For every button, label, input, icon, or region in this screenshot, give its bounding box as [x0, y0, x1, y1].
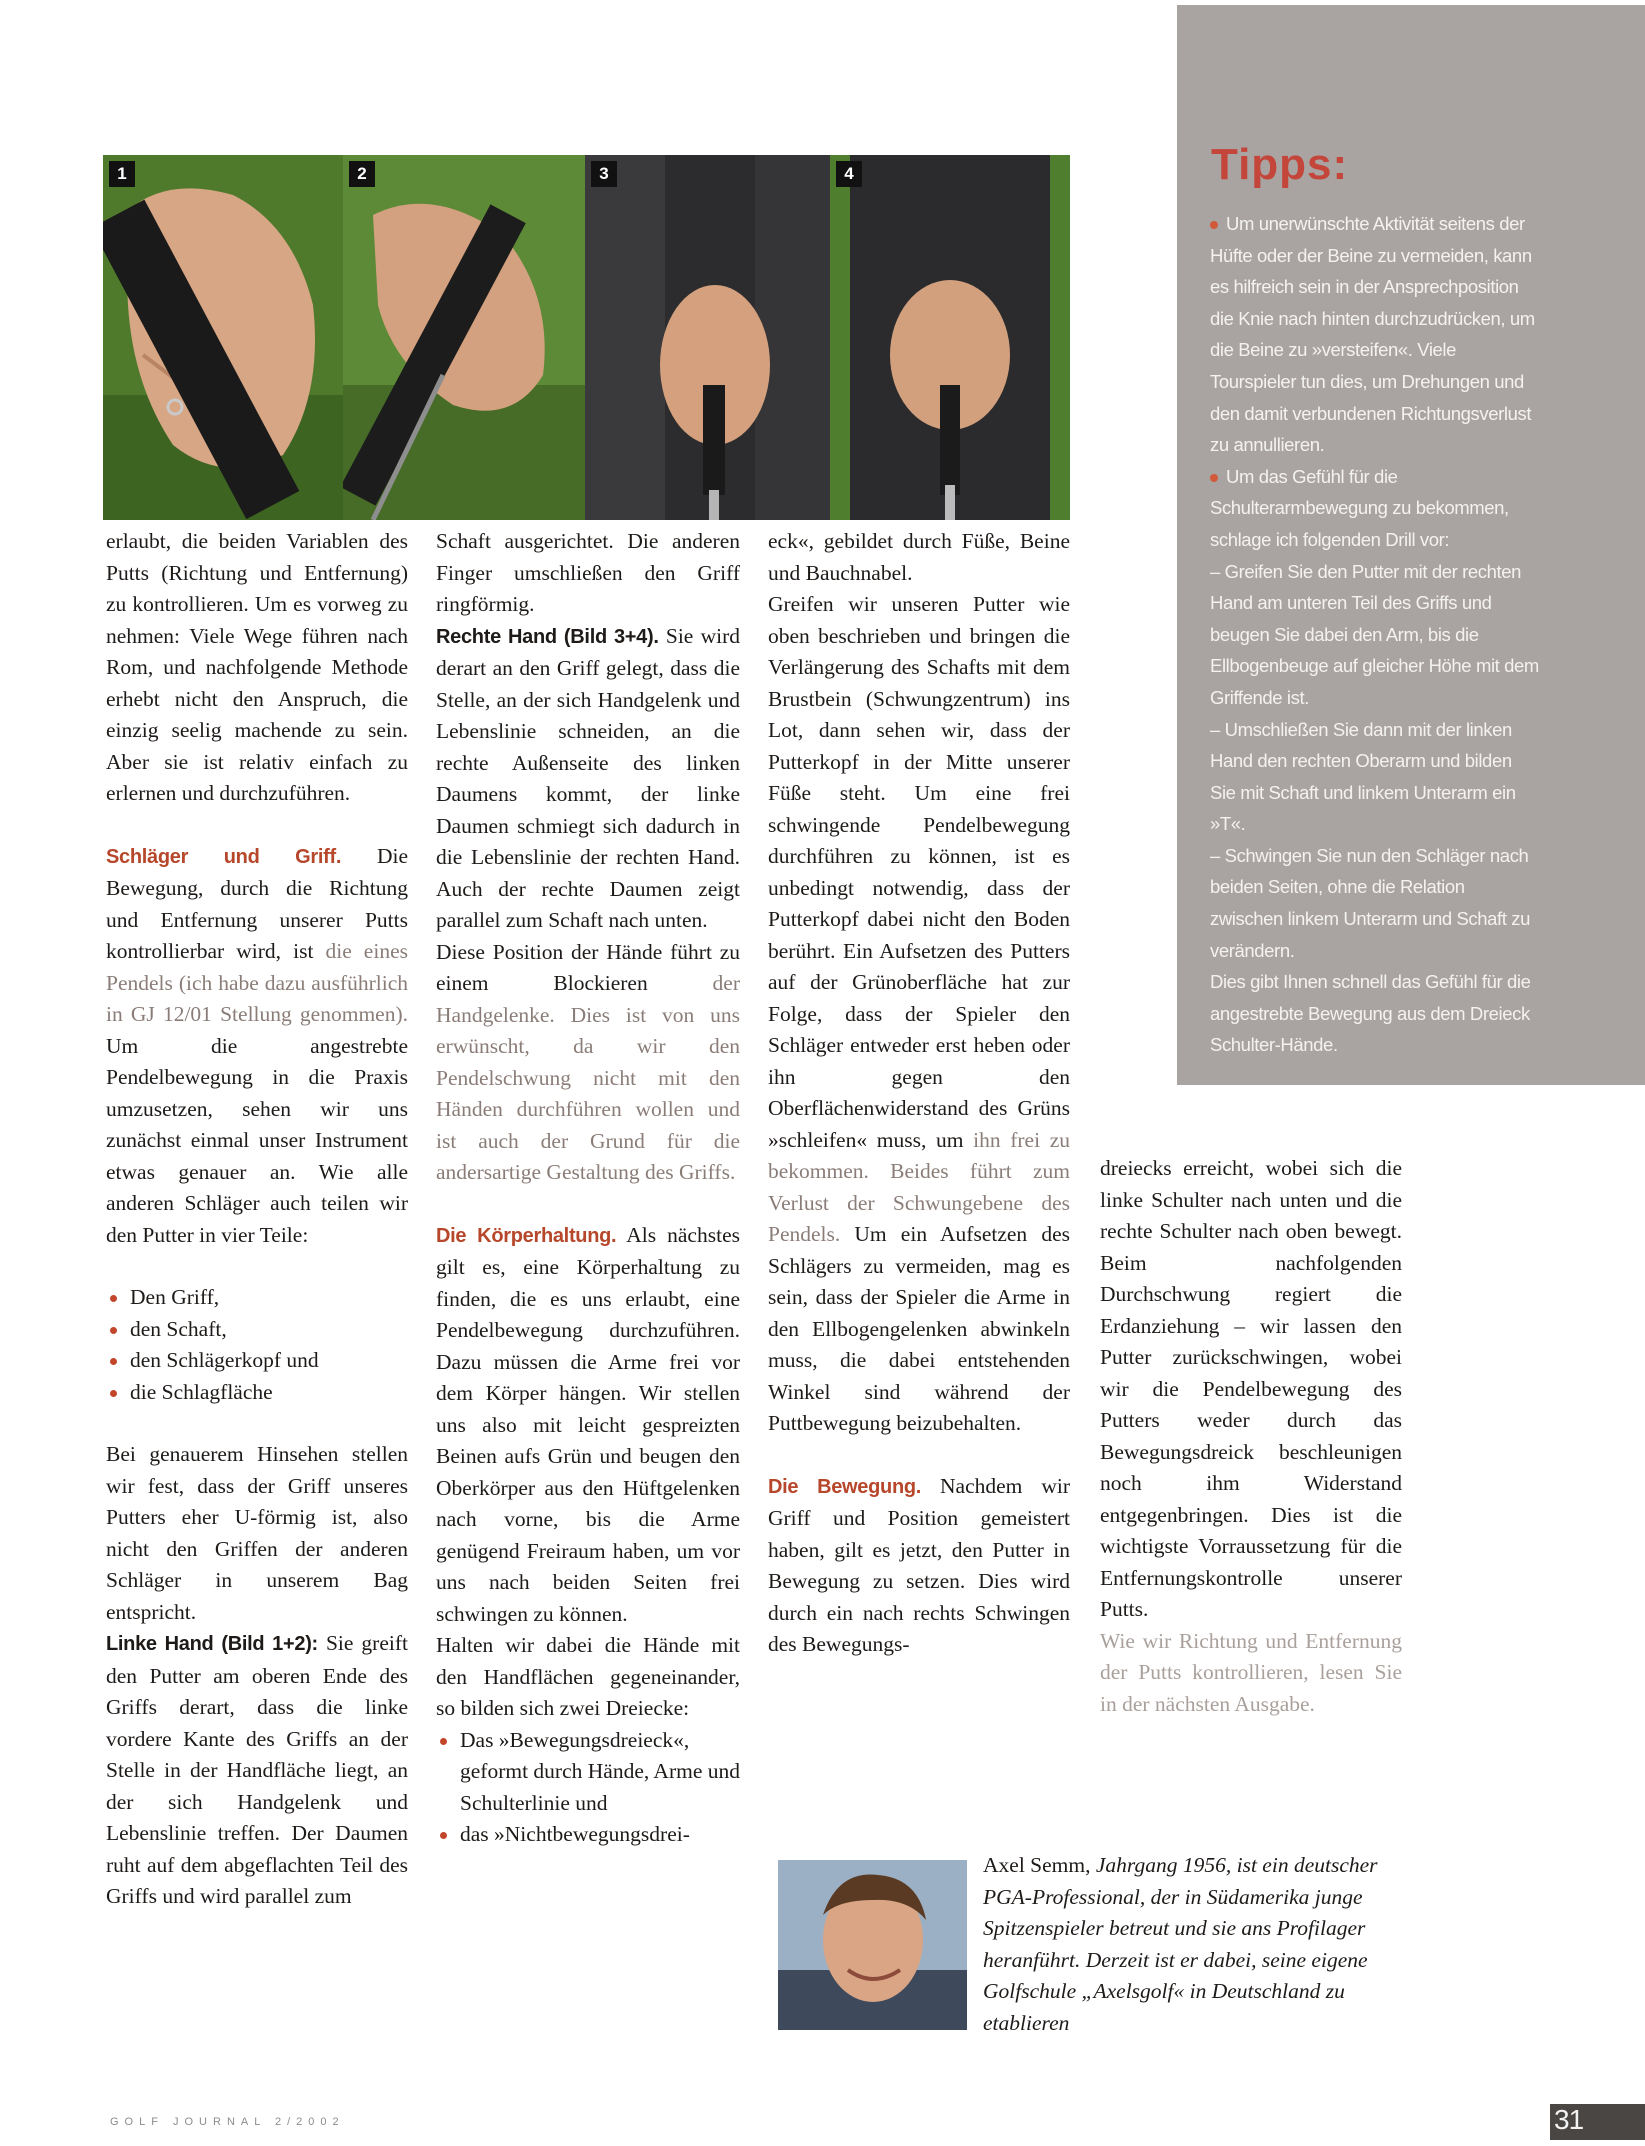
article-column-1	[106, 526, 408, 1913]
paragraph: Linke Hand (Bild 1+2): Sie greift den Putter am oberen Ende des Griffs derart, dass die linke vordere Kante des Griffs an der Stelle in der Handfläche liegt, an der sich Handgelenk und Lebenslinie treffen. Der Daumen ruht auf dem abgeflachten Teil des Griffs und wird parallel zum	[106, 1631, 408, 1908]
tip-step: Dies gibt Ihnen schnell das Gefühl für die angestrebte Bewegung aus dem Dreieck Schulter-Hände.	[1210, 971, 1531, 1056]
photo-number: 4	[836, 161, 862, 187]
author-bio: Axel Semm, Jahrgang 1956, ist ein deutscher PGA-Professional, der in Südamerika junge Spitzenspieler betreut und sie ans Profilager heranführt. Derzeit ist er dabei, seine eigene Golfschule „Axelsgolf« in Deutschland zu etablieren	[983, 1853, 1378, 2035]
article-column-2	[436, 526, 740, 1851]
paragraph: Schläger und Griff. Die Bewegung, durch die Richtung und Entfernung unserer Putts kontrollierbar wird, ist die eines Pendels (ich habe dazu ausführlich in GJ 12/01 Stellung genommen). Um die angestrebte Pendelbewegung in die Praxis umzusetzen, sehen wir uns zunächst einmal unser Instrument etwas genauer an. Wie alle anderen Schläger auch teilen wir den Putter in vier Teile:	[106, 843, 408, 1247]
photo-4-right-hand-grip	[830, 155, 1070, 520]
article-column-4	[1100, 1153, 1402, 1720]
list-item: den Schaft,	[106, 1314, 408, 1346]
section-heading: Rechte Hand (Bild 3+4).	[436, 625, 659, 648]
author-portrait	[778, 1860, 967, 2030]
list-item: Den Griff,	[106, 1282, 408, 1314]
tip-item: Um das Gefühl für die Schulterarmbewegung zu bekommen, schlage ich folgenden Drill vor:	[1210, 465, 1509, 550]
paragraph: eck«, gebildet durch Füße, Beine und Bauchnabel.	[768, 529, 1070, 585]
photo-1-left-hand-grip	[103, 155, 343, 520]
list-item: das »Nichtbewegungsdrei-	[436, 1819, 740, 1851]
photo-number: 1	[109, 161, 135, 187]
bullet-icon	[1210, 474, 1218, 482]
section-heading: Die Körperhaltung.	[436, 1224, 617, 1247]
paragraph: erlaubt, die beiden Variablen des Putts (Richtung und Entfernung) zu kontrollieren. Um es vorweg zu nehmen: Viele Wege führen nach Rom, und nachfolgende Methode erhebt nicht den Anspruch, die einzig seelig machende zu sein. Aber sie ist relativ einfach zu erlernen und durchzuführen.	[106, 529, 408, 805]
bullet-icon	[1210, 221, 1218, 229]
tip-step: – Greifen Sie den Putter mit der rechten Hand am unteren Teil des Griffs und beugen Sie dabei den Arm, bis die Ellbogenbeuge auf gleicher Höhe mit dem Griffende ist.	[1210, 560, 1539, 708]
paragraph: Diese Position der Hände führt zu einem Blockieren der Handgelenke. Dies ist von uns erwünscht, da wir den Pendelschwung nicht mit den Händen durchführen wollen und ist auch der Grund für die andersartige Gestaltung des Griffs.	[436, 939, 740, 1184]
paragraph: Die Körperhaltung. Als nächstes gilt es, eine Körperhaltung zu finden, die es uns erlaubt, eine Pendelbewegung durchzuführen. Dazu müssen die Arme frei vor dem Körper hängen. Wir stellen uns also mit leicht gespreizten Beinen aufs Grün und beugen den Oberkörper aus den Hüftgelenken nach vorne, bis die Arme genügend Freiraum haben, um vor uns nach beiden Seiten frei schwingen zu können.	[436, 1222, 740, 1626]
paragraph: Schaft ausgerichtet. Die anderen Finger umschließen den Griff ringförmig.	[436, 529, 740, 616]
paragraph: Rechte Hand (Bild 3+4). Sie wird derart an den Griff gelegt, dass die Stelle, an der sich Handgelenk und Lebenslinie schneiden, an die rechte Außenseite des linken Daumens kommt, der linke Daumen schmiegt sich dadurch in die Lebenslinie der rechten Hand. Auch der rechte Daumen zeigt parallel zum Schaft nach unten.	[436, 623, 740, 932]
paragraph: Halten wir dabei die Hände mit den Handflächen gegeneinander, so bilden sich zwei Dreiecke:	[436, 1633, 740, 1720]
section-heading: Schläger und Griff.	[106, 845, 342, 868]
list-item: die Schlagfläche	[106, 1377, 408, 1409]
paragraph: Greifen wir unseren Putter wie oben beschrieben und bringen die Verlängerung des Schafts mit dem Brustbein (Schwungzentrum) ins Lot, dann sehen wir, dass der Putterkopf in der Mitte unserer Füße steht. Um eine frei schwingende Pendelbewegung durchführen zu können, ist es unbedingt notwendig, dass der Putterkopf dabei nicht den Boden berührt. Ein Aufsetzen des Putters auf der Grünoberfläche hat zur Folge, dass der Spieler den Schläger entweder erst heben oder ihn gegen den Oberflächenwiderstand des Grüns »schleifen« muss, um ihn frei zu bekommen. Beides führt zum Verlust der Schwungebene des Pendels. Um ein Aufsetzen des Schlägers zu vermeiden, mag es sein, dass der Spieler die Arme in den Ellbogengelenken abwinkeln muss, die dabei entstehenden Winkel sind während der Puttbewegung beizubehalten.	[768, 592, 1070, 1435]
photo-number: 2	[349, 161, 375, 187]
journal-footer: GOLF JOURNAL 2/2002	[110, 2116, 345, 2128]
tip-step: – Schwingen Sie nun den Schläger nach beiden Seiten, ohne die Relation zwischen linkem Unterarm und Schaft zu verändern.	[1210, 844, 1530, 961]
list-item: den Schlägerkopf und	[106, 1345, 408, 1377]
paragraph: Bei genauerem Hinsehen stellen wir fest, dass der Griff unseres Putters eher U-förmig ist, also nicht den Griffen der anderen Schläger in unserem Bag entspricht.	[106, 1442, 408, 1624]
paragraph: dreiecks erreicht, wobei sich die linke Schulter nach unten und die rechte Schulter nach oben bewegt. Beim nachfolgenden Durchschwung regiert die Erdanziehung – wir lassen den Putter zurückschwingen, wobei wir die Pendelbewegung des Putters weder durch das Bewegungsdreick beschleunigen noch ihm Widerstand entgegenbringen. Dies ist die wichtigste Vorraussetzung für die Entfernungskontrolle unserer Putts.	[1100, 1156, 1402, 1621]
triangles-list	[436, 1725, 740, 1851]
tip-item: Um unerwünschte Aktivität seitens der Hüfte oder der Beine zu vermeiden, kann es hilfreich sein in der Ansprechposition die Knie nach hinten durchzudrücken, um die Beine zu »versteifen«. Viele Tourspieler tun dies, um Drehungen und den damit verbundenen Richtungsverlust zu annullieren.	[1210, 213, 1535, 456]
author-name: Axel Semm,	[983, 1853, 1091, 1877]
article-column-3	[768, 526, 1070, 1661]
page-number-box	[1550, 2104, 1645, 2140]
next-issue-teaser: Wie wir Richtung und Entfernung der Putts kontrollieren, lesen Sie in der nächsten Ausgabe.	[1100, 1628, 1402, 1716]
tip-step: – Umschließen Sie dann mit der linken Hand den rechten Oberarm und bilden Sie mit Schaft und linkem Unterarm ein »T«.	[1210, 718, 1516, 835]
photo-2-left-hand-grip	[343, 155, 585, 520]
putter-parts-list	[106, 1282, 408, 1408]
photo-number: 3	[591, 161, 617, 187]
photo-3-right-hand-grip	[585, 155, 830, 520]
tips-title: Tipps:	[1211, 140, 1349, 189]
section-heading: Linke Hand (Bild 1+2):	[106, 1633, 318, 1655]
paragraph: Die Bewegung. Nachdem wir Griff und Position gemeistert haben, gilt es jetzt, den Putter in Bewegung zu setzen. Dies wird durch ein nach rechts Schwingen des Bewegungs-	[768, 1473, 1071, 1656]
tips-content	[1210, 208, 1540, 1061]
section-heading: Die Bewegung.	[768, 1475, 922, 1498]
list-item: Das »Bewegungsdreieck«, geformt durch Hände, Arme und Schulterlinie und	[436, 1725, 740, 1820]
page-number: 31	[1554, 2104, 1584, 2135]
